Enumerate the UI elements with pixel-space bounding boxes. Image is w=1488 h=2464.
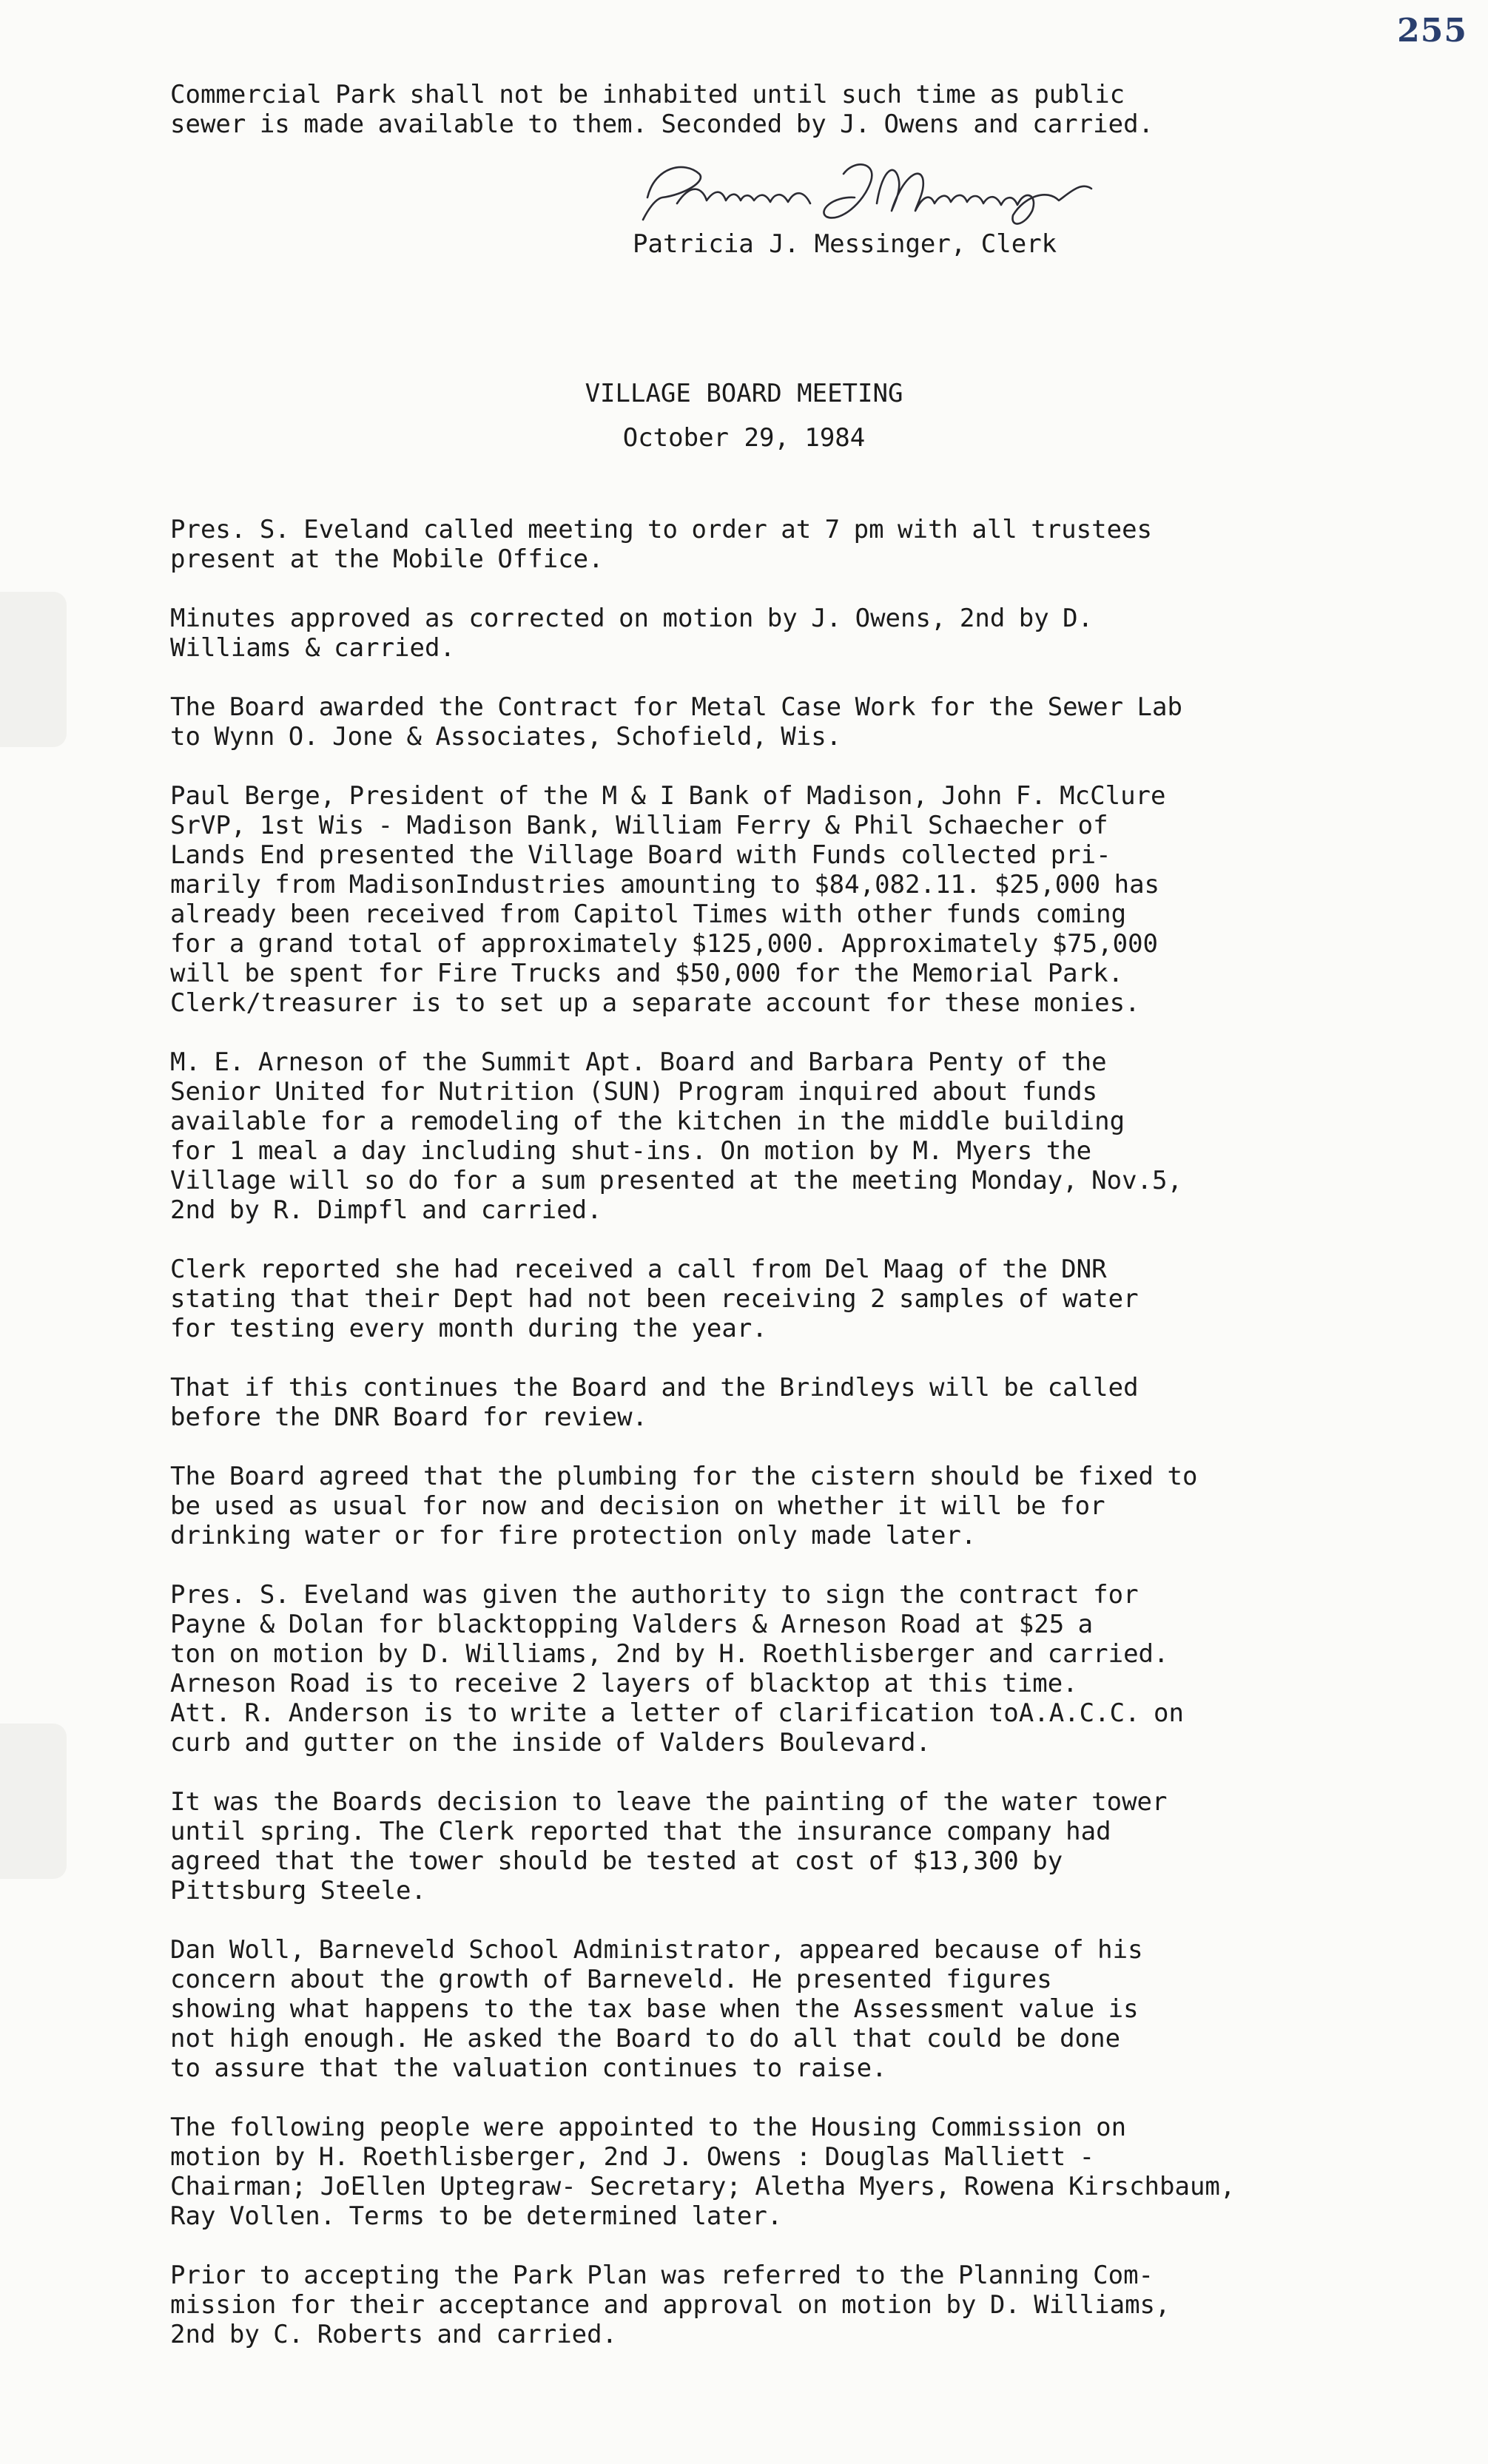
minutes-paragraph: The Board awarded the Contract for Metal Case Work for the Sewer Lab to Wynn O. Jone & Associates, Schofield, Wis. <box>170 692 1182 752</box>
handwritten-signature <box>633 152 1151 233</box>
minutes-paragraph: Paul Berge, President of the M & I Bank of Madison, John F. McClure SrVP, 1st Wis - Madison Bank, William Ferry & Phil Schaecher of Lands End presented the Village Board with Funds collected pri- marily from MadisonIndustries amounting to $84,082.11. $25,000 has already been received from Capitol Times with other funds coming for a grand total of approximately $125,000. Approximately $75,000 will be spent for Fire Trucks and $50,000 for the Memorial Park. Clerk/treasurer is to set up a separate account for these monies. <box>170 781 1166 1018</box>
minutes-paragraph: It was the Boards decision to leave the painting of the water tower until spring. The Clerk reported that the insurance company had agreed that the tower should be tested at cost of $13,300 by Pittsburg Steele. <box>170 1787 1168 1906</box>
minutes-paragraph: The Board agreed that the plumbing for the cistern should be fixed to be used as usual for now and decision on whether it will be for drinking water or for fire protection only made later. <box>170 1462 1198 1550</box>
minutes-paragraph: Minutes approved as corrected on motion by J. Owens, 2nd by D. Williams & carried. <box>170 604 1094 663</box>
minutes-paragraph: Clerk reported she had received a call from Del Maag of the DNR stating that their Dept had not been receiving 2 samples of water for testing every month during the year. <box>170 1255 1139 1343</box>
opening-paragraph: Commercial Park shall not be inhabited until such time as public sewer is made available to them. Seconded by J. Owens and carried. <box>170 80 1154 139</box>
binding-edge-mark <box>0 1724 67 1879</box>
minutes-paragraph: That if this continues the Board and the Brindleys will be called before the DNR Board for review. <box>170 1373 1139 1432</box>
meeting-title: VILLAGE BOARD MEETING <box>585 379 903 408</box>
minutes-paragraph: Prior to accepting the Park Plan was referred to the Planning Com- mission for their acceptance and approval on motion by D. Williams, 2nd by C. Roberts and carried. <box>170 2261 1171 2349</box>
binding-edge-mark <box>0 592 67 747</box>
minutes-paragraph: Pres. S. Eveland called meeting to order at 7 pm with all trustees present at the Mobile Office. <box>170 515 1153 574</box>
page-number: 255 <box>1397 12 1467 50</box>
minutes-paragraph: Dan Woll, Barneveld School Administrator, appeared because of his concern about the growth of Barneveld. He presented figures showing what happens to the tax base when the Assessment value is not high enough. He asked the Board to do all that could be done to assure that the valuation continues to raise. <box>170 1935 1143 2083</box>
minutes-paragraph: The following people were appointed to the Housing Commission on motion by H. Roethlisberger, 2nd J. Owens : Douglas Malliett - Chairman; JoEllen Uptegraw- Secretary; Aletha Myers, Rowena Kirschbaum, Ray Vollen. Terms to be determined later. <box>170 2113 1236 2231</box>
minutes-paragraph: M. E. Arneson of the Summit Apt. Board and Barbara Penty of the Senior United for Nutrition (SUN) Program inquired about funds available for a remodeling of the kitchen in the middle building for 1 meal a day including shut-ins. On motion by M. Myers the Village will so do for a sum presented at the meeting Monday, Nov.5, 2nd by R. Dimpfl and carried. <box>170 1047 1182 1225</box>
minutes-paragraph: Pres. S. Eveland was given the authority to sign the contract for Payne & Dolan for blacktopping Valders & Arneson Road at $25 a ton on motion by D. Williams, 2nd by H. Roethlisberger and carried. Arneson Road is to receive 2 layers of blacktop at this time. Att. R. Anderson is to write a letter of clarification toA.A.C.C. on curb and gutter on the inside of Valders Boulevard. <box>170 1580 1184 1758</box>
meeting-date: October 29, 1984 <box>622 423 866 453</box>
signer-name: Patricia J. Messinger, Clerk <box>633 229 1057 259</box>
